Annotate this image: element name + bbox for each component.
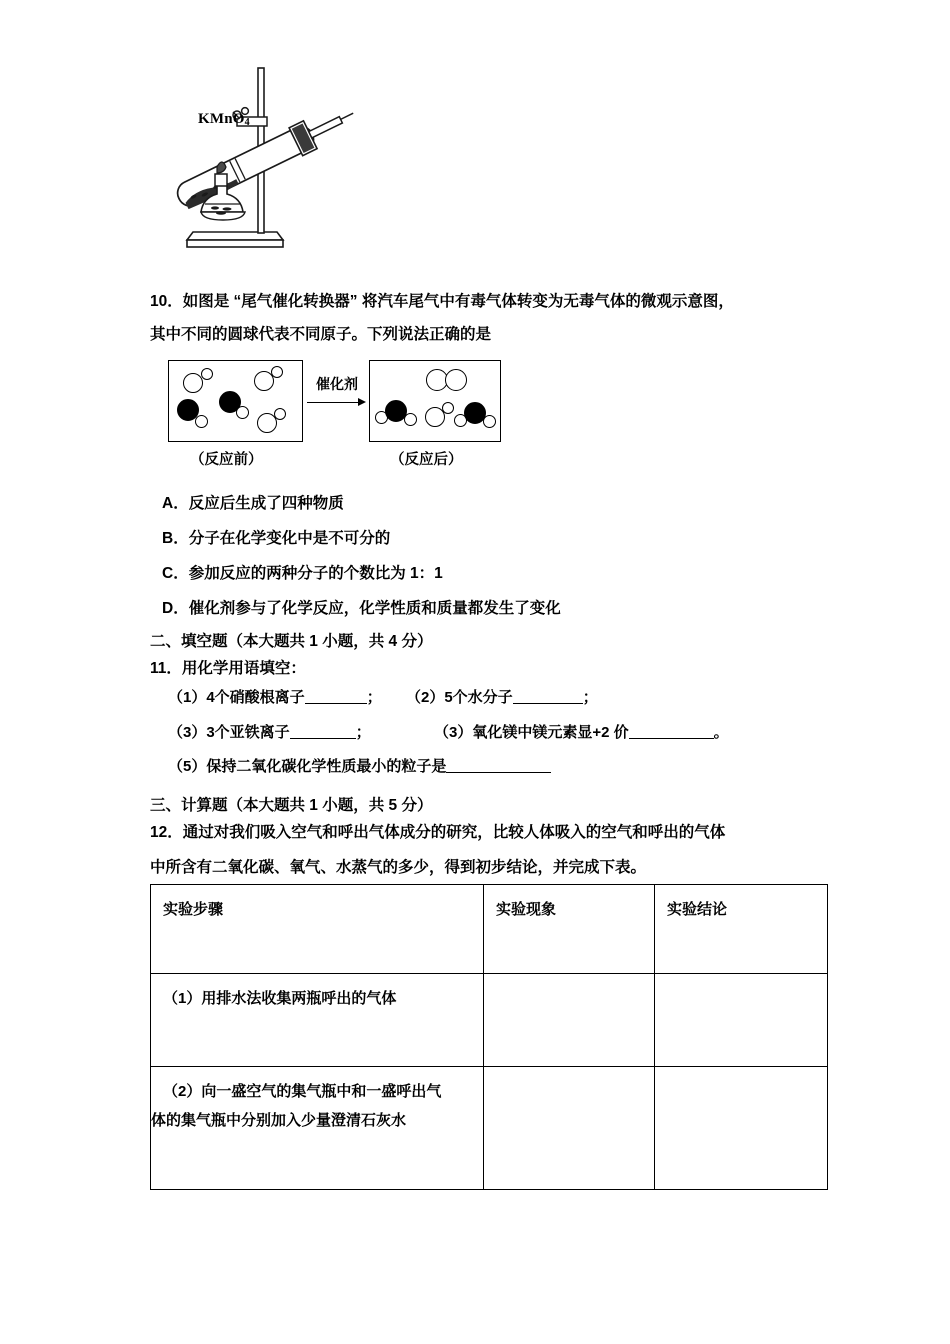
table-header-phenomenon-text: 实验现象 — [496, 901, 557, 918]
catalyst-arrow-group — [307, 374, 367, 422]
table-cell-step-2-line2: 体的集气瓶中分别加入少量澄清石灰水 — [151, 1112, 407, 1130]
question11-blank-1[interactable] — [305, 703, 367, 704]
table-cell-phenomenon-2[interactable] — [484, 1067, 655, 1190]
question10-option-b[interactable]: B．分子在化学变化中是不可分的 — [162, 530, 391, 547]
table-header-row — [151, 885, 828, 974]
question11-item-1-label: （1）4个硝酸根离子 — [168, 689, 305, 706]
question11-item-4-trailer: 。 — [713, 724, 729, 741]
atom-white-small — [236, 406, 249, 419]
question11-blank-3[interactable] — [290, 738, 356, 739]
atom-white-small — [195, 415, 208, 428]
question10-option-d[interactable]: D．催化剂参与了化学反应，化学性质和质量都发生了变化 — [162, 600, 561, 617]
reaction-microscopic-diagram — [168, 360, 508, 475]
apparatus-figure — [165, 62, 395, 262]
table-header-phenomenon — [484, 885, 655, 974]
question11-item-3-label: （3）3个亚铁离子 — [168, 724, 290, 741]
question11-blank-4[interactable] — [629, 738, 714, 739]
apparatus-drawing — [165, 62, 395, 262]
question11-blank-2[interactable] — [513, 703, 583, 704]
table-row — [151, 1067, 828, 1190]
atom-white-small — [271, 366, 283, 378]
question12-stem-line2: 中所含有二氧化碳、氧气、水蒸气的多少，得到初步结论，并完成下表。 — [150, 859, 647, 876]
table-cell-step-1 — [151, 974, 484, 1067]
question11-item-2-label: （2）5个水分子 — [406, 689, 513, 706]
question10-stem-line2: 其中不同的圆球代表不同原子。下列说法正确的是 — [150, 326, 492, 343]
table-cell-phenomenon-1[interactable] — [484, 974, 655, 1067]
question11-item-1 — [168, 686, 382, 707]
question10-option-a[interactable]: A．反应后生成了四种物质 — [162, 495, 344, 512]
kmno4-reagent-label — [198, 111, 250, 128]
question11-item-5 — [168, 755, 551, 776]
kmno4-text: KMnO — [198, 111, 245, 127]
table-cell-step-2 — [151, 1067, 484, 1190]
question11-item-3-trailer: ； — [355, 724, 371, 741]
question11-item-5-label: （5）保持二氧化碳化学性质最小的粒子是 — [168, 758, 447, 775]
kmno4-subscript: 4 — [244, 117, 250, 128]
atom-white-large — [445, 369, 467, 391]
question11-item-1-trailer: ； — [366, 689, 382, 706]
table-row — [151, 974, 828, 1067]
question11-blank-5[interactable] — [446, 772, 551, 773]
table-header-conclusion — [655, 885, 828, 974]
section2-heading: 二、填空题（本大题共 1 小题，共 4 分） — [150, 633, 433, 650]
question10-option-c[interactable]: C．参加反应的两种分子的个数比为 1：1 — [162, 565, 443, 582]
catalyst-label: 催化剂 — [316, 376, 358, 392]
atom-white-small — [483, 415, 496, 428]
table-cell-step-2-line1: （2）向一盛空气的集气瓶中和一盛呼出气 — [163, 1083, 442, 1100]
arrow-head-icon — [358, 398, 366, 406]
table-header-steps-text: 实验步骤 — [163, 901, 224, 918]
arrow-shaft — [307, 402, 360, 403]
question11-item-2 — [406, 686, 598, 707]
question11-item-2-trailer: ； — [582, 689, 598, 706]
atom-white-small — [274, 408, 286, 420]
question12-stem-line1: 12．通过对我们吸入空气和呼出气体成分的研究，比较人体吸入的空气和呼出的气体 — [150, 824, 726, 841]
question11-item-4 — [434, 721, 729, 742]
question10-stem-line1: 10．如图是 “尾气催化转换器” 将汽车尾气中有毒气体转变为无毒气体的微观示意图， — [150, 293, 734, 310]
atom-white-small — [404, 413, 417, 426]
atom-white-large — [183, 373, 203, 393]
experiment-table — [150, 884, 828, 1190]
caption-after-reaction: （反应后） — [390, 452, 463, 468]
atom-white-small — [201, 368, 213, 380]
question11-item-3 — [168, 721, 371, 742]
table-header-conclusion-text: 实验结论 — [667, 901, 728, 918]
products-box — [369, 360, 501, 442]
reactants-box — [168, 360, 303, 442]
table-cell-conclusion-2[interactable] — [655, 1067, 828, 1190]
atom-white-small — [442, 402, 454, 414]
table-cell-step-1-line1: （1）用排水法收集两瓶呼出的气体 — [163, 990, 397, 1007]
section3-heading: 三、计算题（本大题共 1 小题，共 5 分） — [150, 797, 433, 814]
table-cell-conclusion-1[interactable] — [655, 974, 828, 1067]
table-header-steps — [151, 885, 484, 974]
question11-item-4-label: （3）氧化镁中镁元素显+2 价 — [434, 724, 629, 741]
question11-stem: 11．用化学用语填空： — [150, 660, 306, 677]
caption-before-reaction: （反应前） — [190, 452, 263, 468]
